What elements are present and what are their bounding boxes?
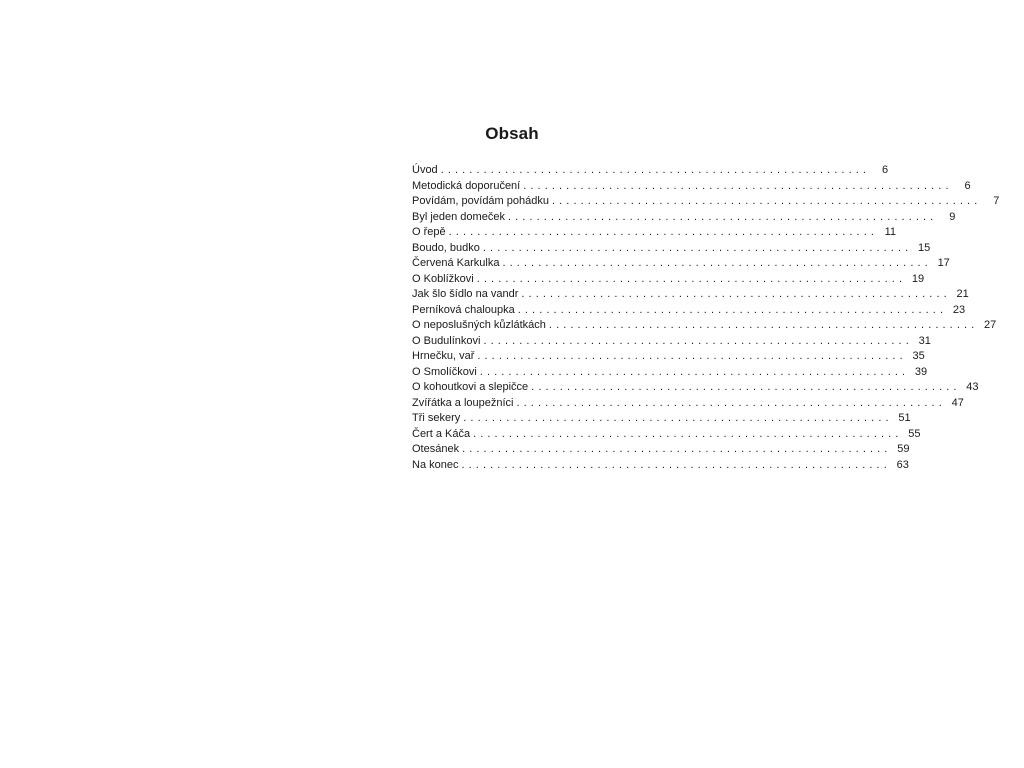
toc-entry-title: Byl jeden domeček xyxy=(412,210,505,223)
toc-entry xyxy=(412,272,925,288)
toc-entry-title: Povídám, povídám pohádku xyxy=(412,195,549,207)
dot-leader: ............................................................ xyxy=(502,257,932,269)
toc-entry-page-number: 63 xyxy=(896,458,909,471)
toc-entry-title: Hrnečku, vař xyxy=(412,350,475,362)
toc-entry-page-number: 43 xyxy=(966,381,979,393)
table-of-contents xyxy=(412,163,1000,473)
toc-entry-title: Perníková chaloupka xyxy=(412,303,515,316)
toc-entry xyxy=(412,365,928,381)
dot-leader: ............................................................ xyxy=(477,350,907,362)
toc-entry-page-number: 31 xyxy=(918,334,931,347)
toc-entry-page-number: 11 xyxy=(884,226,897,238)
toc-entry xyxy=(412,442,910,458)
toc-entry xyxy=(412,225,897,241)
toc-entry-title: O Koblížkovi xyxy=(412,272,474,285)
dot-leader: ............................................................ xyxy=(476,272,907,285)
toc-entry-title: O řepě xyxy=(412,226,446,238)
dot-leader: ............................................................ xyxy=(463,412,893,424)
toc-entry-page-number: 6 xyxy=(881,164,889,176)
dot-leader: ............................................................ xyxy=(517,303,948,316)
toc-entry xyxy=(412,163,889,179)
toc-entry-page-number: 55 xyxy=(908,427,921,440)
toc-entry-page-number: 17 xyxy=(937,257,950,269)
toc-entry-title: Otesánek xyxy=(412,443,460,455)
toc-entry-page-number: 21 xyxy=(956,288,969,300)
dot-leader: ............................................................ xyxy=(473,427,903,440)
toc-entry-title: O neposlušných kůzlátkách xyxy=(412,319,546,331)
dot-leader: ............................................................ xyxy=(523,179,953,192)
toc-entry xyxy=(412,458,909,474)
toc-entry xyxy=(412,210,956,226)
toc-title: Obsah xyxy=(485,124,539,143)
toc-entry-title: Tři sekery xyxy=(412,412,461,424)
toc-entry-title: Čert a Káča xyxy=(412,427,471,440)
toc-entry-page-number: 59 xyxy=(897,443,910,455)
toc-entry xyxy=(412,334,931,350)
toc-entry-title: Boudo, budko xyxy=(412,241,480,254)
toc-entry xyxy=(412,256,950,272)
toc-entry xyxy=(412,179,971,195)
toc-entry-title: Červená Karkulka xyxy=(412,257,500,269)
dot-leader: ............................................................ xyxy=(531,381,961,393)
toc-entry xyxy=(412,241,931,257)
dot-leader: ............................................................ xyxy=(483,334,913,347)
toc-entry-title: Úvod xyxy=(412,164,438,176)
toc-entry-page-number: 23 xyxy=(952,303,966,316)
dot-leader: ............................................................ xyxy=(482,241,913,254)
dot-leader: ............................................................ xyxy=(551,195,982,207)
dot-leader: ............................................................ xyxy=(448,226,879,238)
dot-leader: ............................................................ xyxy=(479,365,910,378)
toc-entry xyxy=(412,411,911,427)
toc-entry xyxy=(412,380,979,396)
toc-entry-page-number: 19 xyxy=(911,272,925,285)
toc-entry-page-number: 47 xyxy=(951,396,964,409)
toc-entry-page-number: 27 xyxy=(984,319,997,331)
dot-leader: ............................................................ xyxy=(521,288,951,300)
toc-entry-title: O Smolíčkovi xyxy=(412,365,477,378)
toc-entry-title: Na konec xyxy=(412,458,459,471)
dot-leader: ............................................................ xyxy=(516,396,946,409)
dot-leader: ............................................................ xyxy=(440,164,871,176)
toc-entry-page-number: 35 xyxy=(912,350,925,362)
dot-leader: ............................................................ xyxy=(507,210,938,223)
toc-entry-page-number: 7 xyxy=(993,195,1000,207)
dot-leader: ............................................................ xyxy=(462,443,892,455)
toc-entry xyxy=(412,427,921,443)
toc-entry xyxy=(412,318,997,334)
toc-entry-page-number: 39 xyxy=(914,365,928,378)
dot-leader: ............................................................ xyxy=(548,319,979,331)
toc-entry xyxy=(412,194,1000,210)
toc-entry-page-number: 15 xyxy=(918,241,931,254)
toc-entry-page-number: 51 xyxy=(898,412,911,424)
toc-entry-title: Metodická doporučení xyxy=(412,179,521,192)
toc-entry-page-number: 9 xyxy=(949,210,956,223)
toc-entry-title: Zvířátka a loupežníci xyxy=(412,396,514,409)
toc-entry xyxy=(412,349,925,365)
toc-entry xyxy=(412,396,964,412)
toc-entry-title: O Budulínkovi xyxy=(412,334,481,347)
toc-entry xyxy=(412,303,966,319)
dot-leader: ............................................................ xyxy=(461,458,891,471)
toc-entry-title: O kohoutkovi a slepičce xyxy=(412,381,529,393)
toc-entry-page-number: 6 xyxy=(964,179,971,192)
toc-entry-title: Jak šlo šídlo na vandr xyxy=(412,288,519,300)
toc-entry xyxy=(412,287,969,303)
